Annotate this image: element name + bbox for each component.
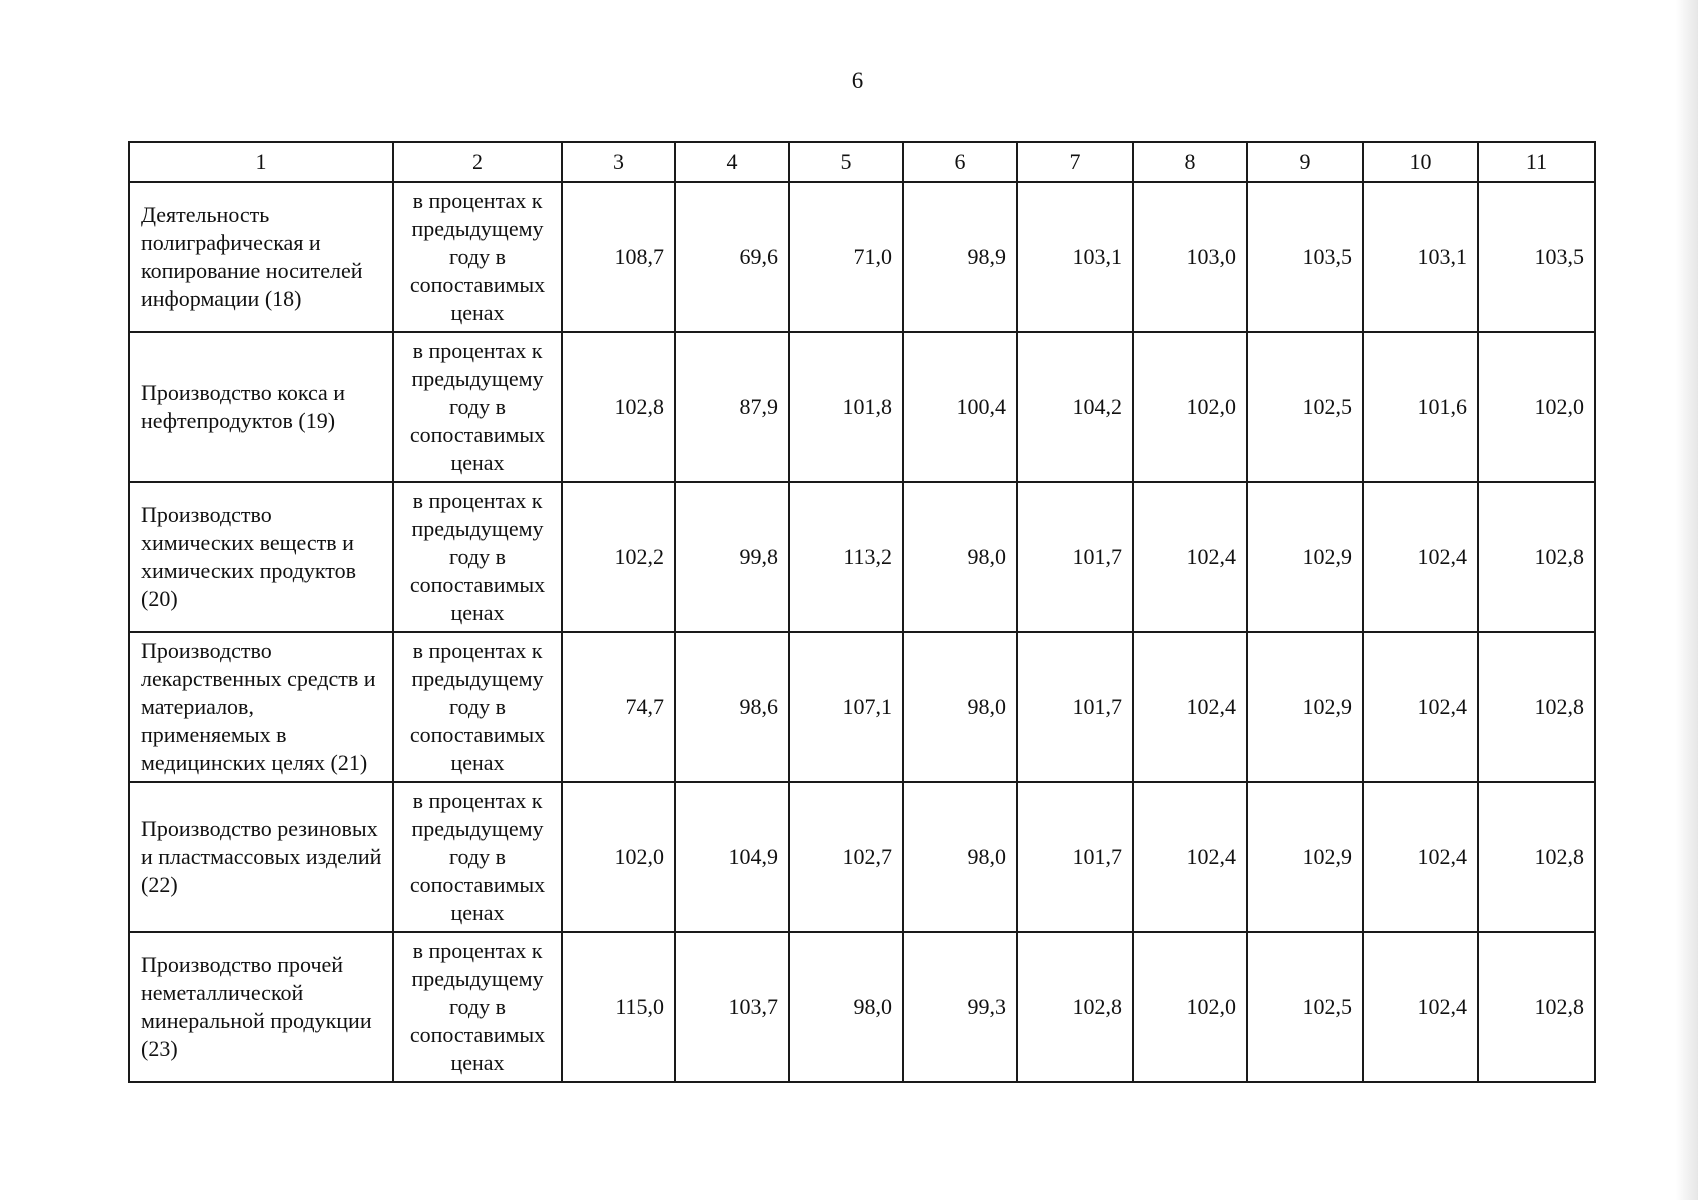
column-header: 5: [789, 142, 903, 182]
value-cell: 102,4: [1133, 782, 1247, 932]
activity-cell: Производство прочей неметаллической минеральной продукции (23): [129, 932, 393, 1082]
activity-cell: Деятельность полиграфическая и копирование носителей информации (18): [129, 182, 393, 332]
value-cell: 102,4: [1133, 482, 1247, 632]
value-cell: 102,4: [1363, 482, 1478, 632]
page-number: 6: [851, 68, 864, 93]
activity-cell: Производство резиновых и пластмассовых изделий (22): [129, 782, 393, 932]
value-cell: 101,7: [1017, 482, 1133, 632]
table-row: [129, 482, 1595, 632]
table-row: [129, 932, 1595, 1082]
unit-cell: в процентах к предыдущему году в сопоставимых ценах: [393, 332, 562, 482]
value-cell: 87,9: [675, 332, 789, 482]
unit-cell: в процентах к предыдущему году в сопоставимых ценах: [393, 182, 562, 332]
column-header: 9: [1247, 142, 1363, 182]
value-cell: 102,4: [1363, 932, 1478, 1082]
column-header: 1: [129, 142, 393, 182]
value-cell: 103,1: [1017, 182, 1133, 332]
value-cell: 108,7: [562, 182, 675, 332]
value-cell: 102,9: [1247, 632, 1363, 782]
column-header: 7: [1017, 142, 1133, 182]
column-header: 2: [393, 142, 562, 182]
table-row: [129, 182, 1595, 332]
value-cell: 102,8: [1478, 632, 1595, 782]
value-cell: 102,4: [1363, 632, 1478, 782]
value-cell: 98,0: [903, 782, 1017, 932]
unit-cell: в процентах к предыдущему году в сопоставимых ценах: [393, 782, 562, 932]
value-cell: 98,0: [903, 482, 1017, 632]
value-cell: 103,7: [675, 932, 789, 1082]
column-header: 10: [1363, 142, 1478, 182]
table-row: [129, 332, 1595, 482]
value-cell: 102,7: [789, 782, 903, 932]
value-cell: 102,0: [562, 782, 675, 932]
value-cell: 101,8: [789, 332, 903, 482]
value-cell: 101,6: [1363, 332, 1478, 482]
value-cell: 102,0: [1133, 332, 1247, 482]
value-cell: 101,7: [1017, 782, 1133, 932]
column-header: 3: [562, 142, 675, 182]
column-header: 6: [903, 142, 1017, 182]
value-cell: 102,5: [1247, 932, 1363, 1082]
unit-cell: в процентах к предыдущему году в сопоставимых ценах: [393, 932, 562, 1082]
value-cell: 98,0: [903, 632, 1017, 782]
value-cell: 98,6: [675, 632, 789, 782]
value-cell: 103,5: [1247, 182, 1363, 332]
value-cell: 102,8: [562, 332, 675, 482]
value-cell: 99,3: [903, 932, 1017, 1082]
value-cell: 100,4: [903, 332, 1017, 482]
header-row: [129, 142, 1595, 182]
value-cell: 102,5: [1247, 332, 1363, 482]
activity-cell: Производство кокса и нефтепродуктов (19): [129, 332, 393, 482]
data-table: [128, 141, 1596, 1083]
unit-cell: в процентах к предыдущему году в сопоставимых ценах: [393, 632, 562, 782]
value-cell: 102,0: [1478, 332, 1595, 482]
value-cell: 103,1: [1363, 182, 1478, 332]
value-cell: 102,9: [1247, 482, 1363, 632]
value-cell: 102,9: [1247, 782, 1363, 932]
value-cell: 102,8: [1478, 932, 1595, 1082]
value-cell: 102,4: [1363, 782, 1478, 932]
value-cell: 102,8: [1017, 932, 1133, 1082]
unit-cell: в процентах к предыдущему году в сопоставимых ценах: [393, 482, 562, 632]
value-cell: 69,6: [675, 182, 789, 332]
column-header: 11: [1478, 142, 1595, 182]
column-header: 8: [1133, 142, 1247, 182]
column-header: 4: [675, 142, 789, 182]
value-cell: 113,2: [789, 482, 903, 632]
table-row: [129, 632, 1595, 782]
value-cell: 102,4: [1133, 632, 1247, 782]
value-cell: 99,8: [675, 482, 789, 632]
value-cell: 107,1: [789, 632, 903, 782]
value-cell: 102,8: [1478, 482, 1595, 632]
value-cell: 102,2: [562, 482, 675, 632]
value-cell: 104,9: [675, 782, 789, 932]
value-cell: 98,9: [903, 182, 1017, 332]
value-cell: 103,0: [1133, 182, 1247, 332]
value-cell: 98,0: [789, 932, 903, 1082]
value-cell: 102,0: [1133, 932, 1247, 1082]
value-cell: 103,5: [1478, 182, 1595, 332]
table-row: [129, 782, 1595, 932]
activity-cell: Производство химических веществ и химических продуктов (20): [129, 482, 393, 632]
value-cell: 74,7: [562, 632, 675, 782]
activity-cell: Производство лекарственных средств и материалов, применяемых в медицинских целях (21): [129, 632, 393, 782]
value-cell: 104,2: [1017, 332, 1133, 482]
value-cell: 102,8: [1478, 782, 1595, 932]
value-cell: 71,0: [789, 182, 903, 332]
value-cell: 101,7: [1017, 632, 1133, 782]
scan-edge: [1676, 0, 1698, 1200]
value-cell: 115,0: [562, 932, 675, 1082]
